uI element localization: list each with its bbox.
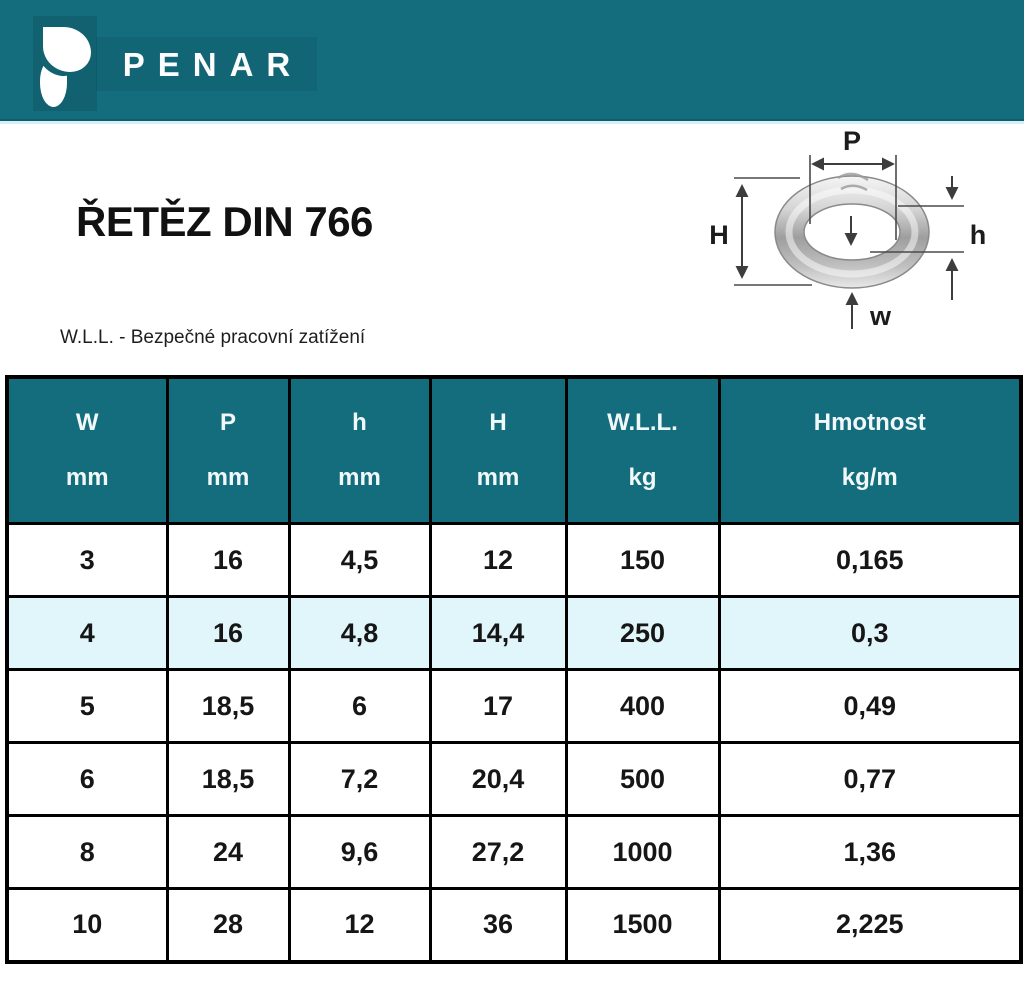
data-cell: 4 — [7, 597, 167, 670]
data-cell: 20,4 — [430, 743, 566, 816]
header-cell-h-outer — [430, 377, 566, 524]
table-row — [7, 816, 1021, 889]
data-cell: 5 — [7, 670, 167, 743]
table-header-row — [7, 377, 1021, 524]
chain-link-diagram-svg — [700, 128, 1020, 333]
data-cell: 500 — [566, 743, 719, 816]
data-cell: 4,5 — [289, 524, 430, 597]
penar-leaf-logo-icon — [33, 16, 97, 111]
dim-label-p: P — [842, 128, 862, 156]
chain-link-diagram — [700, 128, 1020, 333]
data-cell: 28 — [167, 889, 289, 962]
column-label: H — [489, 408, 507, 436]
data-cell: 0,77 — [719, 743, 1021, 816]
data-cell: 36 — [430, 889, 566, 962]
data-cell: 10 — [7, 889, 167, 962]
spec-table — [5, 375, 1023, 964]
table-row — [7, 889, 1021, 962]
data-cell: 16 — [167, 597, 289, 670]
page-title: ŘETĚZ DIN 766 — [76, 198, 373, 245]
data-cell: 16 — [167, 524, 289, 597]
column-unit: mm — [206, 464, 250, 492]
data-cell: 6 — [289, 670, 430, 743]
data-cell: 3 — [7, 524, 167, 597]
header-cell-w — [7, 377, 167, 524]
data-cell: 24 — [167, 816, 289, 889]
data-cell: 0,49 — [719, 670, 1021, 743]
column-unit: mm — [338, 464, 381, 492]
wll-legend: W.L.L. - Bezpečné pracovní zatížení — [60, 327, 366, 348]
column-label: W.L.L. — [607, 408, 678, 436]
data-cell: 14,4 — [430, 597, 566, 670]
data-cell: 250 — [566, 597, 719, 670]
data-cell: 0,165 — [719, 524, 1021, 597]
data-cell: 18,5 — [167, 743, 289, 816]
table-row — [7, 743, 1021, 816]
header-cell-p — [167, 377, 289, 524]
data-cell: 17 — [430, 670, 566, 743]
data-cell: 4,8 — [289, 597, 430, 670]
table-row — [7, 670, 1021, 743]
data-cell: 12 — [289, 889, 430, 962]
dim-label-h-inner: h — [969, 220, 987, 250]
data-cell: 8 — [7, 816, 167, 889]
column-unit: kg/m — [841, 464, 898, 492]
data-cell: 7,2 — [289, 743, 430, 816]
data-cell: 18,5 — [167, 670, 289, 743]
data-cell: 1500 — [566, 889, 719, 962]
top-bar — [0, 0, 1024, 119]
header-cell-h-inner — [289, 377, 430, 524]
column-label: W — [75, 408, 99, 436]
column-unit: kg — [628, 464, 657, 492]
header-cell-wll — [566, 377, 719, 524]
brand-name-text: PENAR — [122, 45, 304, 83]
column-label: P — [219, 408, 236, 436]
column-unit: mm — [476, 464, 520, 492]
data-cell: 9,6 — [289, 816, 430, 889]
data-cell: 12 — [430, 524, 566, 597]
data-cell: 1,36 — [719, 816, 1021, 889]
dim-label-h-outer: H — [709, 220, 729, 250]
data-cell: 150 — [566, 524, 719, 597]
data-cell: 0,3 — [719, 597, 1021, 670]
data-cell: 1000 — [566, 816, 719, 889]
dim-label-w: w — [870, 301, 892, 331]
column-label: Hmotnost — [813, 408, 926, 436]
column-unit: mm — [65, 464, 109, 492]
header-cell-weight — [719, 377, 1021, 524]
data-cell: 6 — [7, 743, 167, 816]
table-row-highlighted — [7, 597, 1021, 670]
table-row — [7, 524, 1021, 597]
brand-name — [96, 37, 317, 91]
data-cell: 2,225 — [719, 889, 1021, 962]
data-cell: 400 — [566, 670, 719, 743]
column-label: h — [352, 408, 367, 436]
dimension-w — [852, 294, 892, 331]
data-cell: 27,2 — [430, 816, 566, 889]
